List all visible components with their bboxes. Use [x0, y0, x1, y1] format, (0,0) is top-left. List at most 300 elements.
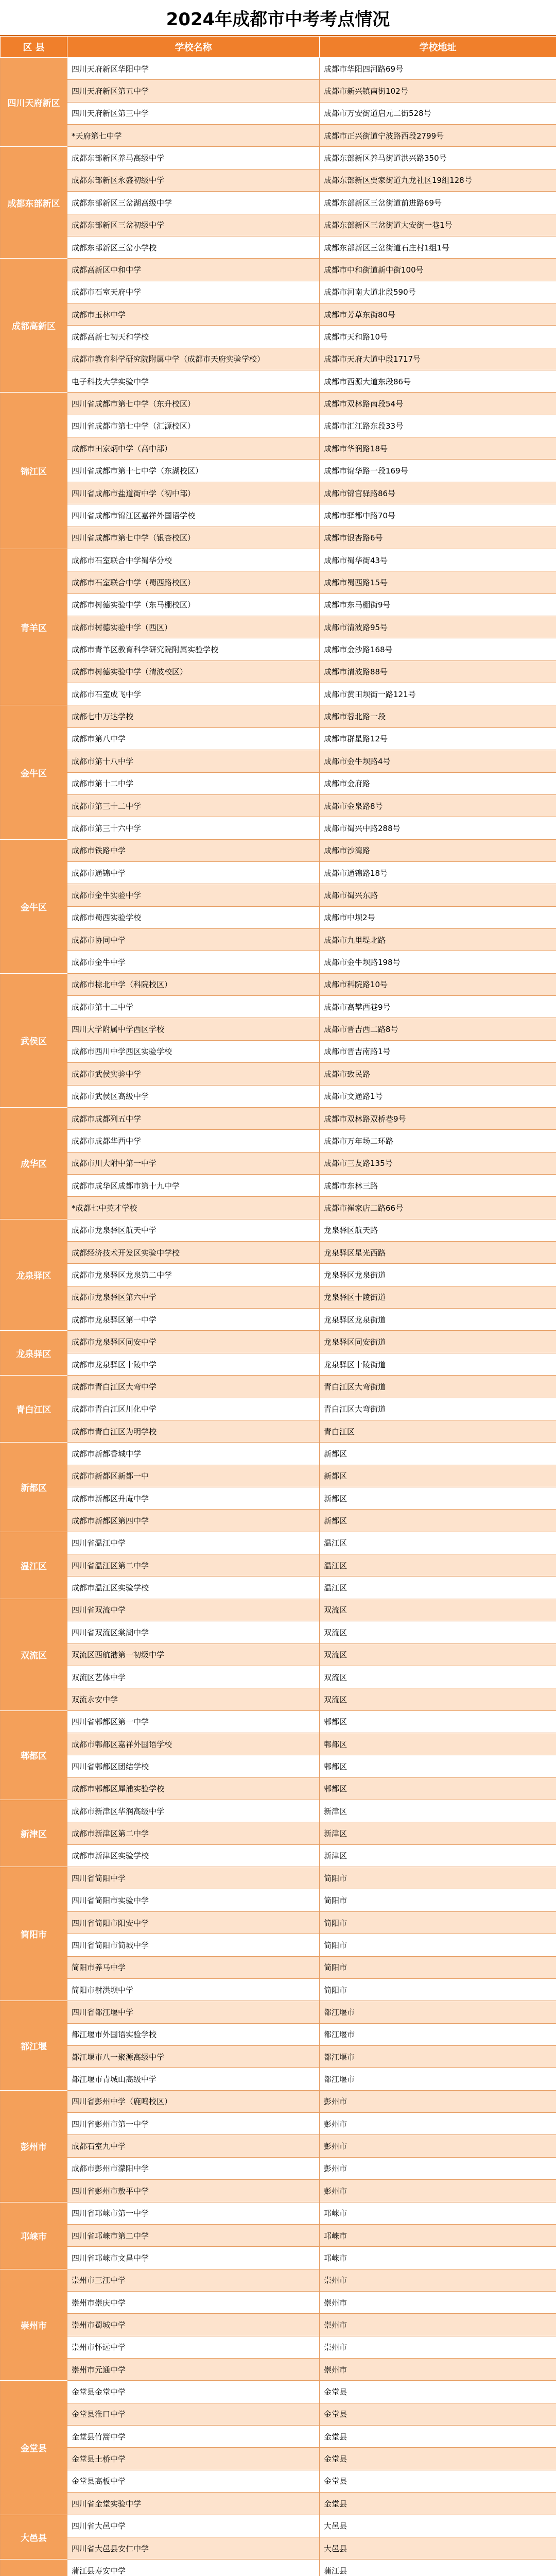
table-row [1, 1643, 556, 1666]
table-row [1, 1755, 556, 1777]
district-cell: 郫都区 [1, 1710, 67, 1800]
school-address-cell: 成都市金牛坝路198号 [320, 951, 556, 973]
table-row [1, 571, 556, 594]
table-row [1, 348, 556, 370]
school-address-cell: 成都市九里堤北路 [320, 929, 556, 951]
table-row [1, 1800, 556, 1822]
school-name-cell: 成都市龙泉驿区第一中学 [67, 1309, 320, 1331]
school-address-cell: 彭州市 [320, 2090, 556, 2112]
district-cell: 新都区 [1, 1443, 67, 1532]
school-name-cell: 成都东部新区三岔小学校 [67, 236, 320, 258]
table-row [1, 727, 556, 750]
school-name-cell: 电子科技大学实验中学 [67, 370, 320, 393]
school-address-cell: 郫都区 [320, 1710, 556, 1733]
school-name-cell: 四川省成都市第七中学（银杏校区） [67, 527, 320, 549]
school-address-cell: 新都区 [320, 1443, 556, 1465]
district-cell: 崇州市 [1, 2269, 67, 2381]
school-name-cell: 成都市第八中学 [67, 727, 320, 750]
table-row [1, 1018, 556, 1040]
school-name-cell: 成都市武侯区高级中学 [67, 1085, 320, 1107]
school-name-cell: 四川省双流区棠湖中学 [67, 1621, 320, 1643]
table-row [1, 1577, 556, 1599]
table-row [1, 1889, 556, 1911]
school-name-cell: 成都石室九中学 [67, 2135, 320, 2157]
table-row [1, 660, 556, 683]
school-address-cell: 成都市沙湾路 [320, 839, 556, 861]
table-row [1, 2426, 556, 2448]
school-address-cell: 成都市蜀西路15号 [320, 571, 556, 594]
school-address-cell: 成都市驿都中路70号 [320, 504, 556, 527]
table-row [1, 58, 556, 80]
school-address-cell: 成都市西源大道东段86号 [320, 370, 556, 393]
table-row [1, 1040, 556, 1062]
school-address-cell: 简阳市 [320, 1978, 556, 2001]
table-row [1, 1331, 556, 1353]
school-name-cell: 四川省大邑中学 [67, 2515, 320, 2537]
district-cell: 新津区 [1, 1800, 67, 1867]
school-address-cell: 崇州市 [320, 2314, 556, 2336]
school-address-cell: 成都市金牛坝路4号 [320, 750, 556, 772]
table-row [1, 147, 556, 169]
school-name-cell: 成都市龙泉驿区第六中学 [67, 1286, 320, 1308]
school-name-cell: 成都市第十八中学 [67, 750, 320, 772]
table-row [1, 393, 556, 415]
table-row [1, 1688, 556, 1710]
school-name-cell: 成都市树德实验中学（西区） [67, 616, 320, 638]
school-address-cell: 邛崃市 [320, 2247, 556, 2269]
school-name-cell: 成都市石室联合中学（蜀西路校区） [67, 571, 320, 594]
school-address-cell: 成都市天和路10号 [320, 326, 556, 348]
district-cell: 青羊区 [1, 549, 67, 705]
table-row [1, 638, 556, 660]
school-name-cell: 成都市新都区第四中学 [67, 1510, 320, 1532]
school-name-cell: 成都市第三十六中学 [67, 817, 320, 839]
school-name-cell: 四川省彭州市敖平中学 [67, 2180, 320, 2202]
table-row [1, 80, 556, 102]
school-name-cell: 四川省成都市盐道街中学（初中部） [67, 482, 320, 504]
school-address-cell: 青白江区大弯街道 [320, 1398, 556, 1420]
district-cell: 彭州市 [1, 2090, 67, 2202]
district-cell: 成都高新区 [1, 259, 67, 393]
district-cell: 邛崃市 [1, 2202, 67, 2269]
table-row [1, 2113, 556, 2135]
school-address-cell: 成都市崔家店二路66号 [320, 1197, 556, 1219]
school-address-cell: 成都市华润路18号 [320, 437, 556, 460]
table-row [1, 169, 556, 191]
school-name-cell: 四川省成都市第十七中学（东湖校区） [67, 460, 320, 482]
school-address-cell: 成都市万安街道启元二街528号 [320, 102, 556, 124]
school-address-cell: 双流区 [320, 1643, 556, 1666]
school-name-cell: 成都市石室成飞中学 [67, 683, 320, 705]
school-name-cell: 成都市金牛实验中学 [67, 884, 320, 906]
district-cell: 双流区 [1, 1599, 67, 1710]
school-address-cell: 郫都区 [320, 1755, 556, 1777]
school-name-cell: 四川省大邑县安仁中学 [67, 2537, 320, 2559]
school-address-cell: 新津区 [320, 1800, 556, 1822]
school-address-cell: 龙泉驿区龙泉街道 [320, 1264, 556, 1286]
school-address-cell: 成都市万年场二环路 [320, 1130, 556, 1152]
table-row [1, 281, 556, 303]
school-address-cell: 双流区 [320, 1666, 556, 1688]
table-row [1, 527, 556, 549]
school-name-cell: 成都市新津区实验学校 [67, 1844, 320, 1867]
school-name-cell: 成都市青羊区教育科学研究院附属实验学校 [67, 638, 320, 660]
district-cell: 成都东部新区 [1, 147, 67, 259]
table-row [1, 1599, 556, 1621]
table-row [1, 2247, 556, 2269]
school-address-cell: 成都市科院路10号 [320, 973, 556, 995]
school-name-cell: 崇州市崇庆中学 [67, 2291, 320, 2313]
school-address-cell: 成都市中坝2号 [320, 906, 556, 928]
school-address-cell: 崇州市 [320, 2359, 556, 2381]
school-name-cell: 四川省简阳市简城中学 [67, 1934, 320, 1956]
table-row [1, 1085, 556, 1107]
table-row [1, 1443, 556, 1465]
school-address-cell: 成都市锦华路一段169号 [320, 460, 556, 482]
school-address-cell: 成都东部新区养马街道洪兴路350号 [320, 147, 556, 169]
school-address-cell: 成都市银杏路6号 [320, 527, 556, 549]
school-address-cell: 简阳市 [320, 1911, 556, 1934]
table-row [1, 1286, 556, 1308]
table-row [1, 1911, 556, 1934]
table-row [1, 683, 556, 705]
table-row [1, 951, 556, 973]
table-row [1, 2023, 556, 2045]
school-name-cell: 金堂县高板中学 [67, 2470, 320, 2492]
school-address-cell: 龙泉驿区同安街道 [320, 1331, 556, 1353]
school-address-cell: 成都市新兴镇南街102号 [320, 80, 556, 102]
district-cell: 温江区 [1, 1532, 67, 1599]
school-name-cell: 成都市西川中学西区实验学校 [67, 1040, 320, 1062]
school-address-cell: 温江区 [320, 1577, 556, 1599]
school-name-cell: 成都市青白江区大弯中学 [67, 1376, 320, 1398]
school-name-cell: 金堂县竹篙中学 [67, 2426, 320, 2448]
table-row [1, 2269, 556, 2291]
table-row [1, 1219, 556, 1241]
table-row [1, 996, 556, 1018]
table-row [1, 1353, 556, 1375]
school-name-cell: 成都经济技术开发区实验中学校 [67, 1242, 320, 1264]
school-name-cell: 成都东部新区永盛初级中学 [67, 169, 320, 191]
school-address-cell: 双流区 [320, 1621, 556, 1643]
school-name-cell: 金堂县土桥中学 [67, 2448, 320, 2470]
table-row [1, 794, 556, 817]
table-row [1, 326, 556, 348]
table-row [1, 817, 556, 839]
school-name-cell: 四川省双流中学 [67, 1599, 320, 1621]
table-row [1, 2493, 556, 2515]
school-address-cell: 成都市清波路95号 [320, 616, 556, 638]
school-name-cell: 成都市树德实验中学（东马棚校区） [67, 594, 320, 616]
school-name-cell: 四川省成都市锦江区嘉祥外国语学校 [67, 504, 320, 527]
school-name-cell: 成都市温江区实验学校 [67, 1577, 320, 1599]
school-address-cell: 成都市蜀华街43号 [320, 549, 556, 571]
school-address-cell: 简阳市 [320, 1934, 556, 1956]
school-address-cell: 成都市蓉北路一段 [320, 705, 556, 727]
table-row [1, 214, 556, 236]
school-address-cell: 成都市正兴街道宁波路西段2799号 [320, 125, 556, 147]
school-name-cell: 四川省成都市第七中学（汇源校区） [67, 415, 320, 437]
school-name-cell: 崇州市蜀城中学 [67, 2314, 320, 2336]
school-name-cell: 四川省金堂实验中学 [67, 2493, 320, 2515]
school-name-cell: 成都市教育科学研究院附属中学（成都市天府实验学校） [67, 348, 320, 370]
table-row [1, 884, 556, 906]
table-row [1, 1465, 556, 1487]
school-address-cell: 金堂县 [320, 2493, 556, 2515]
school-name-cell: 四川省郫都区团结学校 [67, 1755, 320, 1777]
school-address-cell: 崇州市 [320, 2336, 556, 2358]
school-name-cell: 成都市第十二中学 [67, 772, 320, 794]
school-name-cell: 成都市金牛中学 [67, 951, 320, 973]
table-row [1, 2001, 556, 2023]
table-row [1, 2359, 556, 2381]
school-name-cell: 成都高新区中和中学 [67, 259, 320, 281]
school-address-cell: 成都东部新区三岔街道石庄村1组1号 [320, 236, 556, 258]
school-name-cell: 四川省邛崃市第二中学 [67, 2224, 320, 2246]
district-cell: 金牛区 [1, 705, 67, 839]
table-row [1, 2448, 556, 2470]
school-address-cell: 成都市金府路 [320, 772, 556, 794]
school-name-cell: 成都市成华区成都市第十九中学 [67, 1174, 320, 1196]
school-address-cell: 金堂县 [320, 2470, 556, 2492]
district-cell: 金堂县 [1, 2381, 67, 2515]
school-address-cell: 金堂县 [320, 2381, 556, 2403]
table-row [1, 1777, 556, 1800]
district-cell: 简阳市 [1, 1867, 67, 2001]
school-address-cell: 成都市金沙路168号 [320, 638, 556, 660]
school-name-cell: 成都市棕北中学（科院校区） [67, 973, 320, 995]
school-name-cell: 金堂县淮口中学 [67, 2403, 320, 2425]
school-name-cell: 都江堰市青城山高级中学 [67, 2068, 320, 2090]
table-row [1, 1398, 556, 1420]
school-name-cell: 成都市武侯实验中学 [67, 1063, 320, 1085]
school-address-cell: 龙泉驿区龙泉街道 [320, 1309, 556, 1331]
district-cell: 龙泉驿区 [1, 1219, 67, 1331]
school-address-cell: 崇州市 [320, 2269, 556, 2291]
school-address-cell: 温江区 [320, 1532, 556, 1554]
school-address-cell: 金堂县 [320, 2448, 556, 2470]
school-address-cell: 郫都区 [320, 1777, 556, 1800]
school-name-cell: 双流永安中学 [67, 1688, 320, 1710]
table-row [1, 1822, 556, 1844]
district-cell: 大邑县 [1, 2515, 67, 2560]
column-header-school: 学校名称 [67, 37, 320, 58]
school-name-cell: 双流区西航港第一初级中学 [67, 1643, 320, 1666]
school-address-cell: 成都市蜀兴东路 [320, 884, 556, 906]
district-cell: 锦江区 [1, 393, 67, 549]
table-row [1, 1956, 556, 1978]
school-address-cell: 成都东部新区贾家街道九龙社区19组128号 [320, 169, 556, 191]
table-row [1, 2381, 556, 2403]
school-address-cell: 成都市芳草东街80号 [320, 303, 556, 325]
table-row [1, 861, 556, 884]
school-name-cell: 成都市树德实验中学（清波校区） [67, 660, 320, 683]
table-row [1, 1934, 556, 1956]
school-address-cell: 成都市黄田坝街一路121号 [320, 683, 556, 705]
school-name-cell: 成都市川大附中第一中学 [67, 1152, 320, 1174]
table-row [1, 460, 556, 482]
school-address-cell: 成都市天府大道中段1717号 [320, 348, 556, 370]
school-name-cell: 四川省温江中学 [67, 1532, 320, 1554]
school-address-cell: 崇州市 [320, 2291, 556, 2313]
school-address-cell: 成都市东马棚街9号 [320, 594, 556, 616]
district-cell: 四川天府新区 [1, 58, 67, 147]
table-body [1, 58, 556, 2576]
table-row [1, 929, 556, 951]
school-address-cell: 新都区 [320, 1487, 556, 1510]
school-name-cell: 成都东部新区三岔初级中学 [67, 214, 320, 236]
school-name-cell: 简阳市射洪坝中学 [67, 1978, 320, 2001]
school-name-cell: 蒲江县寿安中学 [67, 2560, 320, 2576]
school-name-cell: 成都市龙泉驿区龙泉第二中学 [67, 1264, 320, 1286]
school-name-cell: 成都市成都华西中学 [67, 1130, 320, 1152]
school-name-cell: 四川省彭州市第一中学 [67, 2113, 320, 2135]
school-name-cell: 崇州市怀远中学 [67, 2336, 320, 2358]
school-name-cell: 成都高新七初天和学校 [67, 326, 320, 348]
school-name-cell: 金堂县金堂中学 [67, 2381, 320, 2403]
table-row [1, 415, 556, 437]
school-address-cell: 成都市河南大道北段590号 [320, 281, 556, 303]
table-row [1, 1174, 556, 1196]
school-address-cell: 邛崃市 [320, 2202, 556, 2224]
school-address-cell: 彭州市 [320, 2180, 556, 2202]
school-address-cell: 都江堰市 [320, 2001, 556, 2023]
school-address-cell: 蒲江县 [320, 2560, 556, 2576]
school-name-cell: 简阳市养马中学 [67, 1956, 320, 1978]
school-address-cell: 成都市晋吉西二路8号 [320, 1018, 556, 1040]
school-address-cell: 成都市晋吉南路1号 [320, 1040, 556, 1062]
table-row [1, 1844, 556, 1867]
school-name-cell: 成都东部新区养马高级中学 [67, 147, 320, 169]
table-row [1, 1666, 556, 1688]
table-row [1, 1532, 556, 1554]
school-name-cell: 四川省简阳市阳安中学 [67, 1911, 320, 1934]
school-name-cell: 成都市郫都区犀浦实验学校 [67, 1777, 320, 1800]
table-row [1, 1197, 556, 1219]
table-row [1, 2180, 556, 2202]
school-name-cell: 成都市龙泉驿区航天中学 [67, 1219, 320, 1241]
school-name-cell: 成都市新津区第二中学 [67, 1822, 320, 1844]
table-row [1, 594, 556, 616]
school-name-cell: 四川天府新区华阳中学 [67, 58, 320, 80]
page-title: 2024年成都市中考考点情况 [0, 0, 556, 36]
school-name-cell: 成都市第三十二中学 [67, 794, 320, 817]
district-cell: 武侯区 [1, 973, 67, 1107]
school-name-cell: 成都市协同中学 [67, 929, 320, 951]
table-row [1, 1152, 556, 1174]
school-address-cell: 成都市汇江路东段33号 [320, 415, 556, 437]
district-cell: 龙泉驿区 [1, 1331, 67, 1376]
table-row [1, 1733, 556, 1755]
school-address-cell: 都江堰市 [320, 2023, 556, 2045]
school-name-cell: 崇州市元通中学 [67, 2359, 320, 2381]
school-name-cell: 四川省成都市第七中学（东升校区） [67, 393, 320, 415]
school-address-cell: 金堂县 [320, 2426, 556, 2448]
table-row [1, 102, 556, 124]
table-row [1, 125, 556, 147]
school-name-cell: 成都市彭州市濛阳中学 [67, 2157, 320, 2179]
table-row [1, 2336, 556, 2358]
table-row [1, 2045, 556, 2067]
school-address-cell: 新津区 [320, 1822, 556, 1844]
school-name-cell: 成都市郫都区嘉祥外国语学校 [67, 1733, 320, 1755]
school-address-cell: 彭州市 [320, 2157, 556, 2179]
school-address-cell: 成都市群星路12号 [320, 727, 556, 750]
school-address-cell: 都江堰市 [320, 2068, 556, 2090]
school-address-cell: 新都区 [320, 1510, 556, 1532]
school-address-cell: 青白江区大弯街道 [320, 1376, 556, 1398]
table-row [1, 259, 556, 281]
district-cell: 都江堰 [1, 2001, 67, 2090]
school-name-cell: 都江堰市外国语实验学校 [67, 2023, 320, 2045]
table-row [1, 2291, 556, 2313]
district-cell: 金牛区 [1, 839, 67, 973]
school-name-cell: 四川省简阳市实验中学 [67, 1889, 320, 1911]
table-row [1, 1554, 556, 1577]
school-address-cell: 双流区 [320, 1599, 556, 1621]
table-row [1, 705, 556, 727]
school-name-cell: 四川省简阳中学 [67, 1867, 320, 1889]
table-row [1, 192, 556, 214]
school-name-cell: 成都七中万达学校 [67, 705, 320, 727]
school-address-cell: 龙泉驿区十陵街道 [320, 1353, 556, 1375]
school-address-cell: 成都市高攀西巷9号 [320, 996, 556, 1018]
school-address-cell: 郫都区 [320, 1733, 556, 1755]
column-header-address: 学校地址 [320, 37, 556, 58]
school-name-cell: 四川省邛崃市第一中学 [67, 2202, 320, 2224]
school-address-cell: 青白江区 [320, 1420, 556, 1442]
table-row [1, 2157, 556, 2179]
school-address-cell: 邛崃市 [320, 2224, 556, 2246]
school-address-cell: 龙泉驿区星光西路 [320, 1242, 556, 1264]
table-row [1, 772, 556, 794]
school-address-cell: 大邑县 [320, 2515, 556, 2537]
district-cell [1, 2560, 67, 2576]
school-name-cell: 成都市田家炳中学（高中部） [67, 437, 320, 460]
table-row [1, 1487, 556, 1510]
table-row [1, 2314, 556, 2336]
table-row [1, 1710, 556, 1733]
table-row [1, 750, 556, 772]
school-address-cell: 简阳市 [320, 1889, 556, 1911]
school-address-cell: 彭州市 [320, 2113, 556, 2135]
table-row [1, 2202, 556, 2224]
school-address-cell: 温江区 [320, 1554, 556, 1577]
school-name-cell: 成都市新都香城中学 [67, 1443, 320, 1465]
school-address-cell: 金堂县 [320, 2403, 556, 2425]
school-name-cell: 成都市青白江区为明学校 [67, 1420, 320, 1442]
school-name-cell: 成都市通锦中学 [67, 861, 320, 884]
school-name-cell: 成都市青白江区川化中学 [67, 1398, 320, 1420]
school-name-cell: 成都市石室联合中学蜀华分校 [67, 549, 320, 571]
school-name-cell: 四川大学附属中学西区学校 [67, 1018, 320, 1040]
table-row [1, 616, 556, 638]
table-row [1, 549, 556, 571]
school-address-cell: 成都市华阳四河路69号 [320, 58, 556, 80]
school-name-cell: *成都七中英才学校 [67, 1197, 320, 1219]
table-row [1, 1978, 556, 2001]
table-row [1, 2515, 556, 2537]
school-address-cell: 成都市东林三路 [320, 1174, 556, 1196]
school-name-cell: 成都市成都列五中学 [67, 1107, 320, 1129]
table-row [1, 839, 556, 861]
school-name-cell: 成都市蜀西实验学校 [67, 906, 320, 928]
school-address-cell: 成都东部新区三岔街道前进路69号 [320, 192, 556, 214]
table-row [1, 370, 556, 393]
school-name-cell: 都江堰市八一聚源高级中学 [67, 2045, 320, 2067]
school-name-cell: 双流区艺体中学 [67, 1666, 320, 1688]
column-header-district: 区 县 [1, 37, 67, 58]
